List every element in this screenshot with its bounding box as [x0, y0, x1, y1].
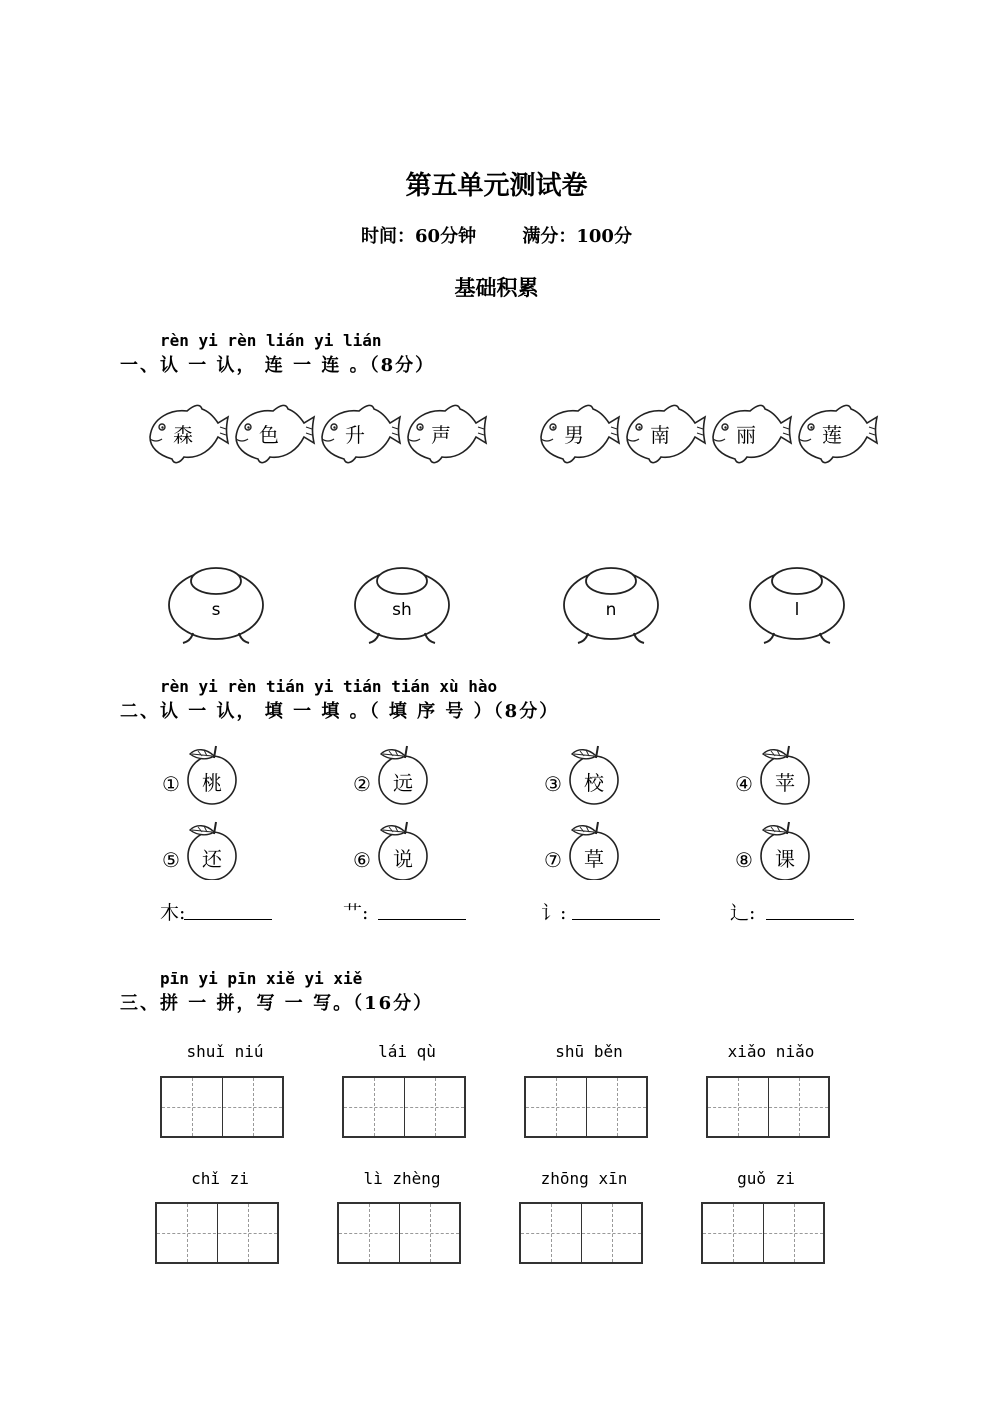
word-pinyin-6: lì zhèng — [363, 1169, 441, 1188]
word-pinyin-7: zhōng xīn — [540, 1169, 628, 1188]
pot-label-1: s — [211, 600, 221, 620]
fish-char-6: 南 — [650, 423, 670, 447]
fish-char-5: 男 — [564, 423, 584, 447]
item-number-5: ⑤ — [162, 848, 180, 872]
q1-title: 一、认 一 认， 连 一 连 。（8分） — [120, 355, 436, 376]
writing-grid-1[interactable] — [160, 1076, 284, 1138]
radical-cao-label: 艹: — [343, 902, 369, 924]
writing-grid-4[interactable] — [706, 1076, 830, 1138]
radical-yan-label: 讠: — [541, 902, 567, 924]
q3-pinyin: pīn yi pīn xiě yi xiě — [160, 969, 363, 988]
fish-char-2: 色 — [259, 423, 279, 447]
q1-pinyin: rèn yi rèn lián yi lián — [160, 331, 382, 350]
writing-grid-7[interactable] — [519, 1202, 643, 1264]
radical-chuo-blank[interactable] — [766, 919, 854, 920]
q2-title: 二、认 一 认， 填 一 填 。（ 填 序 号 ）（8分） — [120, 701, 560, 722]
fish-char-3: 升 — [345, 423, 365, 447]
apple-char-4: 苹 — [775, 771, 795, 795]
exam-score: 满分：100分 — [522, 226, 632, 247]
writing-grid-3[interactable] — [524, 1076, 648, 1138]
word-pinyin-1: shuǐ niú — [186, 1042, 264, 1061]
radical-mu-blank[interactable] — [184, 919, 272, 920]
apple-char-3: 校 — [584, 771, 604, 795]
pot-label-4: l — [794, 600, 800, 620]
fish-char-8: 莲 — [822, 423, 842, 447]
q2-pinyin: rèn yi rèn tián yi tián tián xù hào — [160, 677, 498, 696]
apple-grid — [0, 740, 993, 880]
item-number-3: ③ — [544, 772, 562, 796]
item-number-1: ① — [162, 772, 180, 796]
writing-grid-2[interactable] — [342, 1076, 466, 1138]
pot-row — [0, 555, 993, 645]
item-number-7: ⑦ — [544, 848, 562, 872]
writing-grid-6[interactable] — [337, 1202, 461, 1264]
section-title: 基础积累 — [454, 275, 539, 300]
pot-label-2: sh — [392, 600, 412, 620]
item-number-2: ② — [353, 772, 371, 796]
fish-char-4: 声 — [431, 423, 451, 447]
item-number-8: ⑧ — [735, 848, 753, 872]
page-title: 第五单元测试卷 — [405, 171, 588, 201]
apple-char-5: 还 — [202, 847, 222, 871]
apple-char-6: 说 — [393, 847, 413, 871]
apple-char-1: 桃 — [202, 771, 222, 795]
apple-char-8: 课 — [775, 847, 795, 871]
apple-char-2: 远 — [393, 771, 413, 795]
radical-yan-blank[interactable] — [572, 919, 660, 920]
radical-cao-blank[interactable] — [378, 919, 466, 920]
radical-chuo-label: 辶: — [730, 902, 756, 924]
pot-label-3: n — [605, 600, 617, 620]
word-pinyin-2: lái qù — [378, 1042, 436, 1061]
word-pinyin-3: shū běn — [555, 1042, 623, 1061]
word-pinyin-8: guǒ zi — [737, 1169, 795, 1188]
exam-time: 时间：60分钟 — [361, 226, 477, 247]
radical-mu-label: 木: — [160, 902, 186, 924]
word-pinyin-4: xiǎo niǎo — [727, 1042, 815, 1061]
fish-char-1: 森 — [173, 423, 193, 447]
q3-title: 三、拼 一 拼，写 一 写。（16分） — [120, 993, 434, 1014]
exam-meta — [0, 222, 993, 248]
writing-grid-5[interactable] — [155, 1202, 279, 1264]
apple-char-7: 草 — [584, 847, 604, 871]
word-pinyin-5: chǐ zi — [191, 1169, 249, 1188]
fish-char-7: 丽 — [736, 423, 756, 447]
item-number-4: ④ — [735, 772, 753, 796]
item-number-6: ⑥ — [353, 848, 371, 872]
writing-grid-8[interactable] — [701, 1202, 825, 1264]
